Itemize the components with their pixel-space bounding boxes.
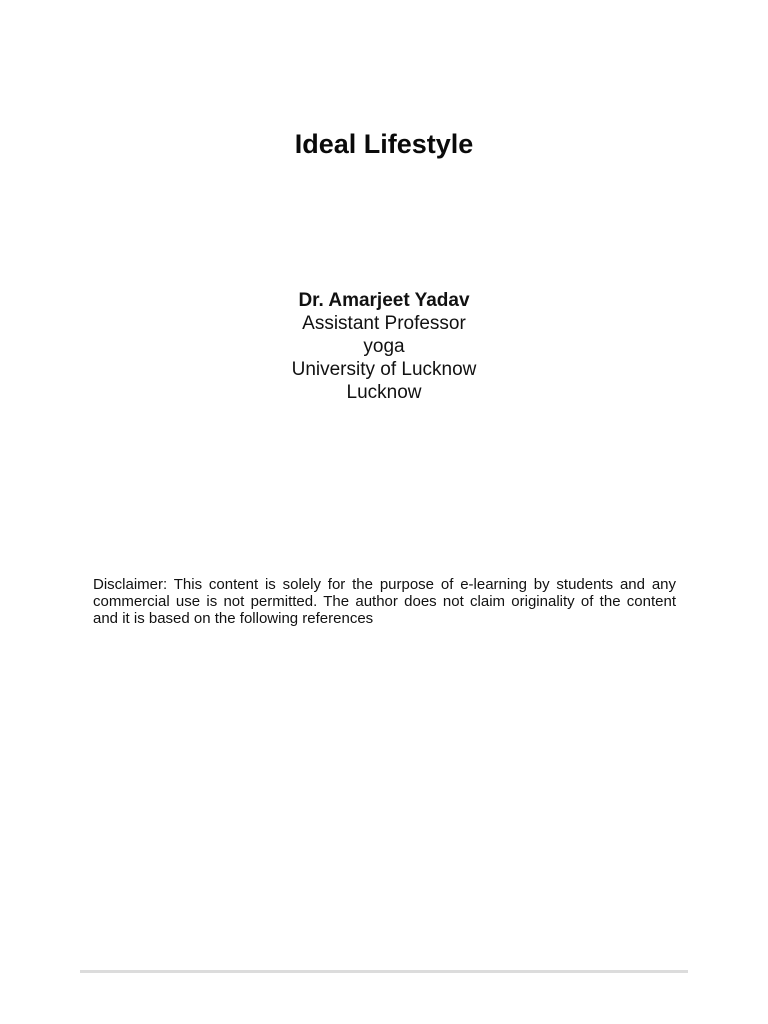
page-bottom-divider bbox=[80, 970, 688, 973]
author-block bbox=[0, 289, 768, 404]
author-department: yoga bbox=[363, 336, 405, 357]
author-institution: University of Lucknow bbox=[291, 359, 477, 380]
disclaimer-text: Disclaimer: This content is solely for the purpose of e-learning by students and any commercial use is not permitted. The author does not claim originality of the content and it is based on the following references bbox=[93, 576, 676, 627]
author-name: Dr. Amarjeet Yadav bbox=[298, 290, 470, 311]
author-city: Lucknow bbox=[346, 382, 422, 403]
document-title: Ideal Lifestyle bbox=[294, 129, 474, 159]
author-designation: Assistant Professor bbox=[302, 313, 466, 334]
